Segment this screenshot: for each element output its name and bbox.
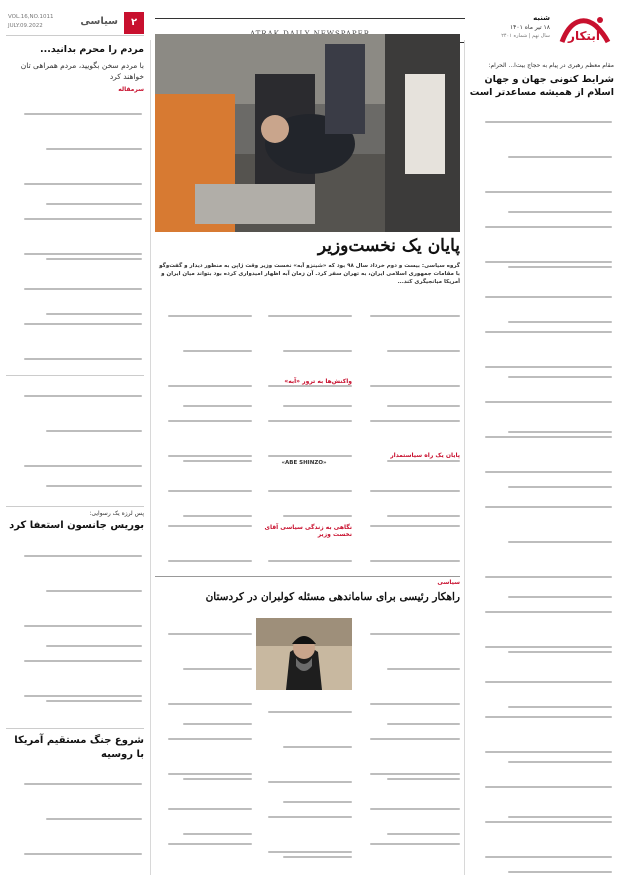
text-line [485,646,612,648]
date-detail: ۱۸ تیر ماه ۱۴۰۱ [509,24,550,31]
right-kicker: مقام معظم رهبری در پیام به حجاج بیت‌ا... الحرام: [488,62,614,69]
section-header-left [6,12,144,36]
text-line [24,465,142,467]
text-line [268,490,352,492]
text-line [283,515,352,517]
text-line [485,611,612,613]
left-continued-body [8,380,142,498]
text-line [24,555,142,557]
bottom-col-1 [358,618,460,876]
text-line [485,296,612,298]
text-line [508,541,612,543]
text-line [24,625,142,627]
text-line [485,261,612,263]
text-line [183,515,252,517]
text-line [508,651,612,653]
text-line [508,871,612,873]
subhead-end: پایان یک راه سیاستمدار [358,452,460,459]
text-line [485,716,612,718]
text-line [387,515,460,517]
right-headline: شرایط کنونی جهان و جهان اسلام از همیشه مساعدتر است [469,74,614,98]
text-line [387,778,460,780]
text-line [283,801,352,803]
text-line [183,723,252,725]
text-line [168,773,252,775]
text-line [168,843,252,845]
text-line [283,405,352,407]
text-line [168,525,252,527]
text-line [508,156,612,158]
left-story2-body [8,540,142,720]
text-line [485,821,612,823]
text-line [168,633,252,635]
text-line [183,778,252,780]
text-line [370,703,460,705]
text-line [268,560,352,562]
text-line [485,856,612,858]
text-line [46,258,142,260]
text-line [46,645,142,647]
subhead-life: نگاهی به زندگی سیاسی آقای نخست وزیر [256,524,352,538]
text-line [370,560,460,562]
logo-text: ابتکار [568,29,600,43]
text-line [370,315,460,317]
left-divider [6,375,144,376]
text-line [268,315,352,317]
text-line [485,576,612,578]
text-line [168,560,252,562]
left-story3-body [8,768,142,876]
text-line [508,431,612,433]
text-line [168,385,252,387]
text-line [508,816,612,818]
text-line [46,430,142,432]
text-line [168,490,252,492]
text-line [46,485,142,487]
text-line [387,668,460,670]
text-line [370,490,460,492]
text-line [24,783,142,785]
text-line [268,420,352,422]
text-line [46,818,142,820]
text-line [24,288,142,290]
text-line [485,471,612,473]
text-line [168,703,252,705]
text-line [485,681,612,683]
text-line [370,385,460,387]
text-line [283,350,352,352]
text-line [485,121,612,123]
text-line [24,183,142,185]
text-line [24,113,142,115]
text-line [508,321,612,323]
text-line [46,313,142,315]
text-line [370,808,460,810]
bottom-col-3 [156,618,252,876]
text-line [485,331,612,333]
bottom-photo [256,618,352,690]
masthead-date [486,14,550,39]
lead-photo [155,34,460,232]
text-line [168,315,252,317]
text-line [168,420,252,422]
text-line [46,700,142,702]
text-line [268,816,352,818]
text-line [508,761,612,763]
text-line [24,323,142,325]
text-line [508,596,612,598]
left-story3-headline: شروع جنگ مستقیم آمریکا با روسیه [14,735,144,760]
issue-line: سال نهم | شماره ۲۴۰۱ [501,33,550,39]
date-weekday: شنبه [533,14,550,22]
text-line [485,786,612,788]
text-line [485,401,612,403]
text-line [183,833,252,835]
left-story1-author: سرمقاله [118,86,144,93]
text-line [508,211,612,213]
text-line [387,723,460,725]
section-name: سیاسی [80,16,118,27]
text-line [46,148,142,150]
bottom-col-2 [256,696,352,876]
middle-col-1 [358,300,460,568]
text-line [24,358,142,360]
text-line [508,266,612,268]
text-line [268,781,352,783]
subhead-reactions: واکنش‌ها به ترور «آبه» [256,378,352,385]
left-divider [6,506,144,507]
text-line [485,751,612,753]
left-story1-headline: مردم را محرم بدانید... [40,44,144,55]
middle-col-3 [156,300,252,568]
right-col-body [468,106,612,876]
text-line [168,808,252,810]
left-story1-body [8,98,142,368]
text-line [370,773,460,775]
text-line [24,218,142,220]
text-line [370,525,460,527]
text-line [183,350,252,352]
text-line [485,366,612,368]
text-line [183,668,252,670]
text-line [283,856,352,858]
text-line [370,420,460,422]
text-line [268,851,352,853]
text-line [168,455,252,457]
text-line [24,253,142,255]
text-line [168,738,252,740]
vol-line: VOL.16,NO.1011 [8,14,54,20]
text-line [46,203,142,205]
text-line [183,405,252,407]
date-en: JULY.09.2022 [8,23,43,29]
bottom-section: سیاسی [437,579,460,586]
text-line [485,226,612,228]
text-line [268,455,352,457]
page-number-badge: ۲ [124,12,144,34]
lead-summary: گروه سیاسی: بیست و دوم خرداد سال ۹۸ بود که «شینزو آبه» نخست وزیر وقت ژاپن به منظور دیدار و گفت‌وگو با مقامات جمهوری اسلامی ایران، به تهران سفر کرد. آن زمان آبه اظهار امیدواری کرده بود بتواند میان ایران و آمریکا میانجیگری کند... [159,263,460,285]
left-divider [6,728,144,729]
text-line [508,706,612,708]
text-line [387,405,460,407]
column-rule [464,40,465,875]
text-line [485,436,612,438]
lead-headline: پایان یک نخست‌وزیر [317,236,460,256]
text-line [24,660,142,662]
bottom-rule [155,576,460,577]
column-rule [150,40,151,875]
text-line [24,395,142,397]
text-line [508,376,612,378]
text-line [268,711,352,713]
text-line [24,695,142,697]
text-line [387,460,460,462]
left-story1-sub: با مردم سخن بگویید، مردم همراهی تان خواهند کرد [20,61,144,81]
photo-caption: «ABE SHINZO» [256,460,352,466]
text-line [370,633,460,635]
masthead-logo [556,12,612,52]
text-line [387,833,460,835]
text-line [24,853,142,855]
text-line [370,738,460,740]
text-line [46,590,142,592]
text-line [387,350,460,352]
text-line [485,191,612,193]
text-line [183,460,252,462]
text-line [485,506,612,508]
left-story2-headline: بوریس جانسون استعفا کرد [9,520,144,531]
text-line [370,843,460,845]
text-line [268,385,352,387]
bottom-headline: راهکار رئیسی برای ساماندهی مسئله کولبران در کردستان [205,591,460,603]
text-line [508,486,612,488]
right-col-story [466,62,614,99]
text-line [283,746,352,748]
left-story2-kicker: پس لرزه یک رسوایی: [89,510,144,517]
